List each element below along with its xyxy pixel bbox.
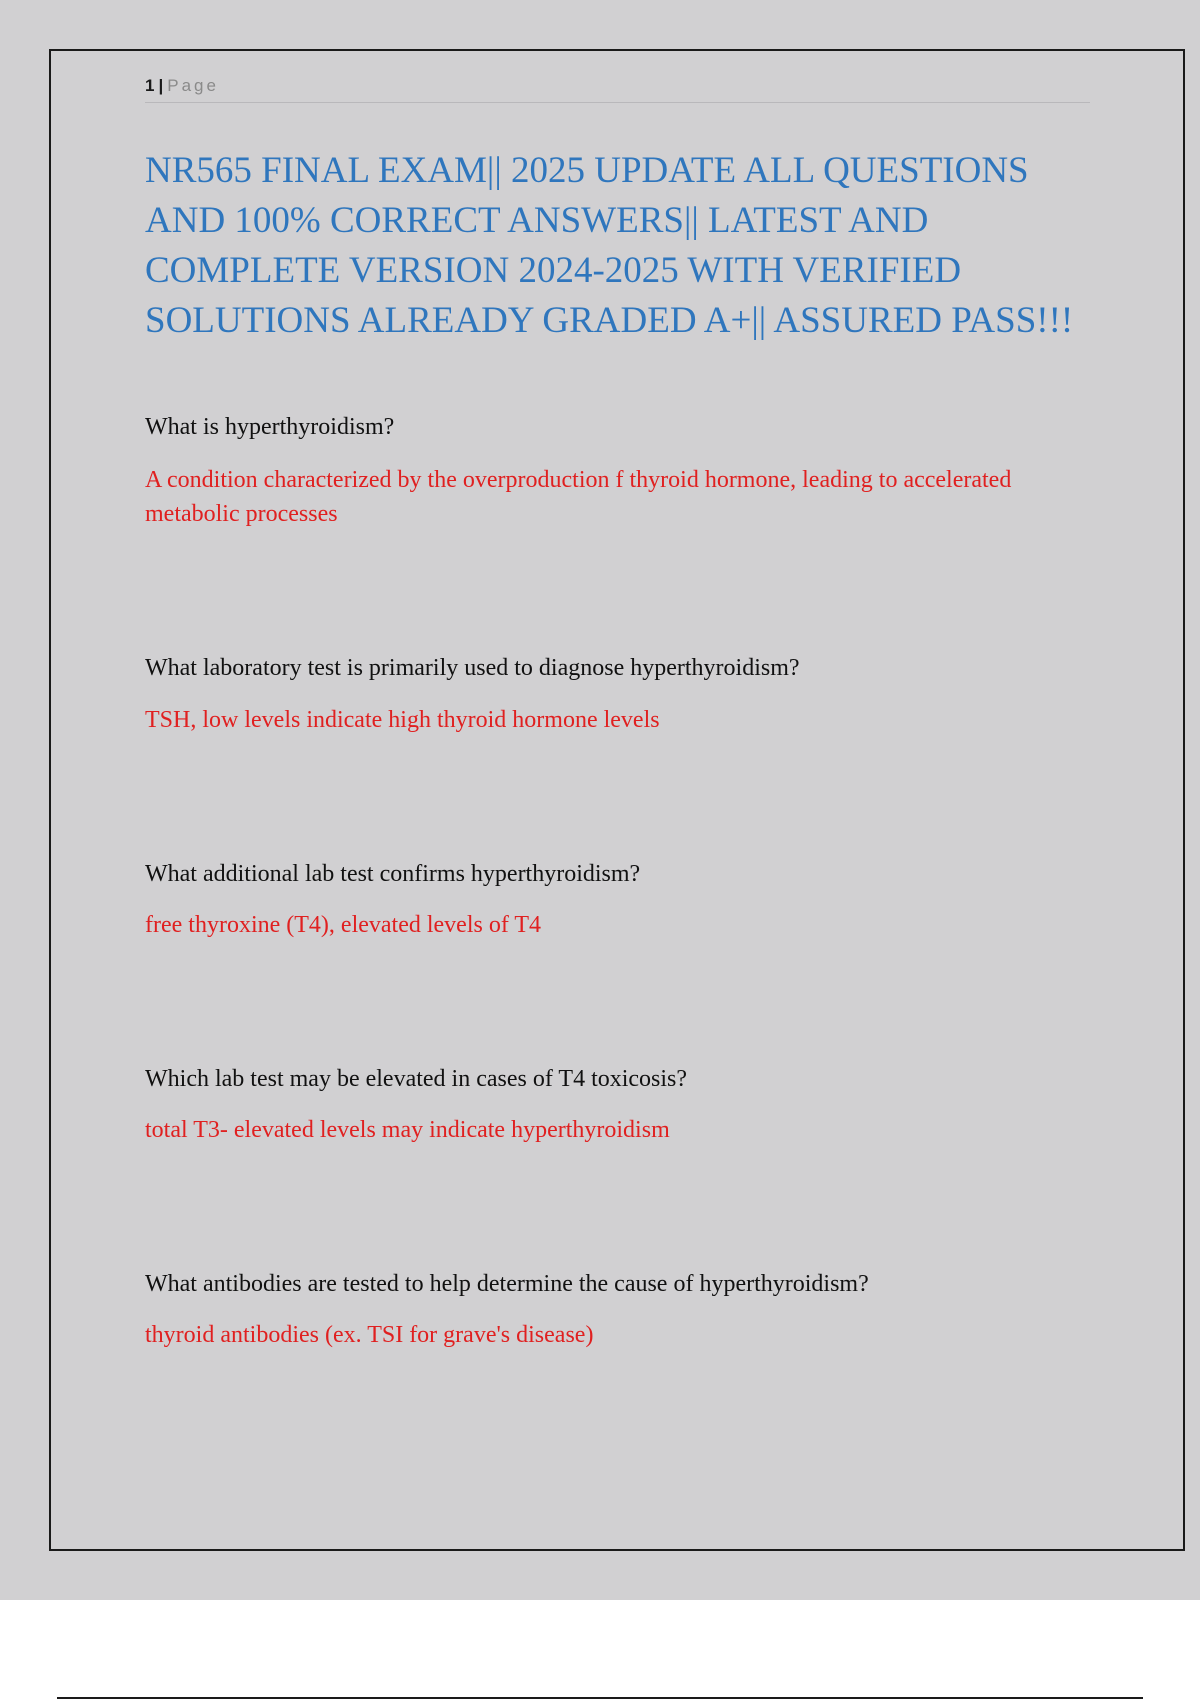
question-1: What is hyperthyroidism? bbox=[145, 414, 395, 440]
page-label: Page bbox=[167, 76, 219, 95]
document-title: NR565 FINAL EXAM|| 2025 UPDATE ALL QUESTIONS AND 100% CORRECT ANSWERS|| LATEST AND COMPLETE VERSION 2024-2025 WITH VERIFIED SOLUTIONS ALREADY GRADED A+|| ASSURED PASS!!! bbox=[145, 150, 1074, 341]
question-4: Which lab test may be elevated in cases of T4 toxicosis? bbox=[145, 1066, 688, 1092]
answer-5: thyroid antibodies (ex. TSI for grave's disease) bbox=[145, 1322, 594, 1348]
page-header bbox=[145, 74, 1090, 103]
question-2: What laboratory test is primarily used to diagnose hyperthyroidism? bbox=[145, 655, 800, 681]
answer-4: total T3- elevated levels may indicate hyperthyroidism bbox=[145, 1117, 670, 1143]
answer-2: TSH, low levels indicate high thyroid hormone levels bbox=[145, 707, 660, 733]
answer-3: free thyroxine (T4), elevated levels of T4 bbox=[145, 912, 542, 938]
page-number: 1 bbox=[145, 76, 155, 95]
bottom-divider bbox=[57, 1697, 1143, 1699]
question-5: What antibodies are tested to help determine the cause of hyperthyroidism? bbox=[145, 1271, 869, 1297]
question-3: What additional lab test confirms hyperthyroidism? bbox=[145, 861, 641, 887]
answer-1: A condition characterized by the overproduction f thyroid hormone, leading to accelerated metabolic processes bbox=[145, 467, 1012, 527]
page-separator: | bbox=[158, 76, 164, 95]
